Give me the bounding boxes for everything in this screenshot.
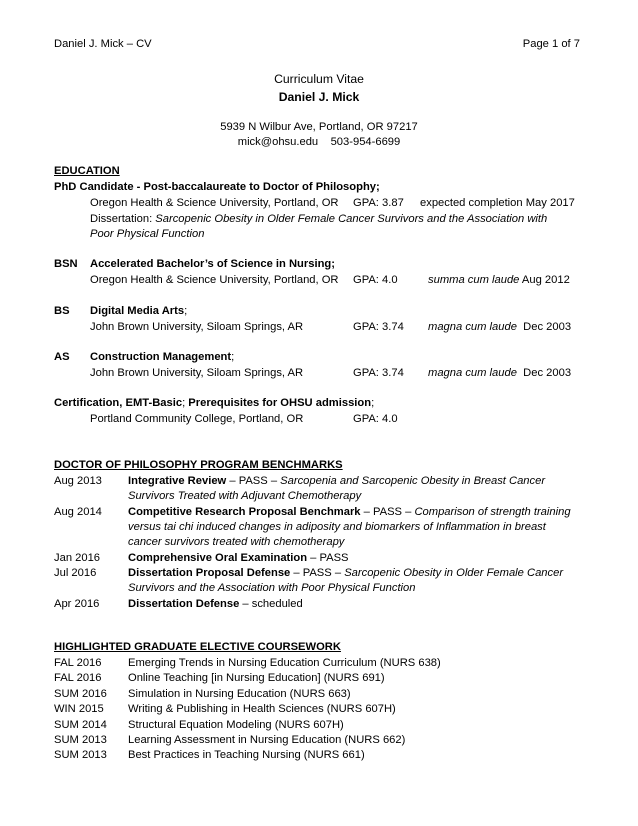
- benchmark-title: Dissertation Proposal Defense: [128, 567, 291, 579]
- education-heading: EDUCATION: [54, 165, 120, 177]
- phd-gpa: GPA: 3.87: [353, 197, 404, 209]
- benchmark-desc: Sarcopenia and Sarcopenic Obesity in Breast Cancer: [280, 475, 546, 487]
- bsn-gpa: GPA: 4.0: [353, 274, 398, 286]
- cert-title-line: [54, 396, 374, 411]
- benchmark-result: – PASS –: [226, 475, 281, 487]
- benchmark-title: Competitive Research Proposal Benchmark: [128, 506, 361, 518]
- as-abbr: AS: [54, 351, 70, 363]
- benchmark-line: [128, 597, 303, 612]
- cert-end: ;: [371, 397, 375, 409]
- bs-abbr: BS: [54, 305, 70, 317]
- cert-title-a: Certification, EMT-Basic: [54, 397, 183, 409]
- bs-title-line: [90, 304, 187, 319]
- doc-title: Curriculum Vitae: [274, 72, 364, 86]
- benchmark-date: Aug 2014: [54, 506, 102, 518]
- benchmark-line: [128, 505, 571, 520]
- bsn-honor: [428, 273, 570, 288]
- course-term: SUM 2014: [54, 719, 107, 731]
- phd-dissertation: [90, 212, 547, 227]
- phone: 503-954-6699: [330, 136, 401, 148]
- course-name: Emerging Trends in Nursing Education Curriculum (NURS 638): [128, 657, 441, 669]
- dissertation-title: Sarcopenic Obesity in Older Female Cancer Survivors and the Association with: [155, 213, 548, 225]
- benchmark-title: Dissertation Defense: [128, 598, 240, 610]
- benchmark-line: [128, 551, 349, 566]
- phd-note: expected completion May 2017: [420, 197, 575, 209]
- benchmark-result: – PASS –: [360, 506, 415, 518]
- as-title: Construction Management: [90, 351, 232, 363]
- email: mick@ohsu.edu: [237, 136, 319, 148]
- as-sep: ;: [231, 351, 235, 363]
- page-number: Page 1 of 7: [522, 38, 580, 50]
- dissertation-title-cont: Poor Physical Function: [90, 228, 205, 240]
- as-date: Dec 2003: [523, 367, 572, 379]
- course-name: Learning Assessment in Nursing Education (NURS 662): [128, 734, 406, 746]
- benchmark-result: – scheduled: [239, 598, 303, 610]
- benchmark-result: – PASS –: [290, 567, 345, 579]
- cert-school: Portland Community College, Portland, OR: [90, 413, 304, 425]
- benchmark-date: Aug 2013: [54, 475, 102, 487]
- benchmark-desc-cont: versus tai chi induced changes in adiposity and biomarkers of Inflammation in breast: [128, 521, 546, 533]
- cert-title-b: Prerequisites for OHSU admission: [188, 397, 372, 409]
- course-name: Structural Equation Modeling (NURS 607H): [128, 719, 344, 731]
- course-name: Writing & Publishing in Health Sciences (NURS 607H): [128, 703, 396, 715]
- cert-sep: ;: [182, 397, 189, 409]
- benchmark-desc-cont: Survivors Treated with Adjuvant Chemotherapy: [128, 490, 362, 502]
- address: 5939 N Wilbur Ave, Portland, OR 97217: [220, 121, 418, 133]
- as-gpa: GPA: 3.74: [353, 367, 404, 379]
- benchmark-title: Comprehensive Oral Examination: [128, 552, 308, 564]
- benchmark-date: Apr 2016: [54, 598, 100, 610]
- course-name: Simulation in Nursing Education (NURS 663): [128, 688, 351, 700]
- bsn-abbr: BSN: [54, 258, 78, 270]
- bs-date: Dec 2003: [523, 321, 572, 333]
- phd-school: Oregon Health & Science University, Portland, OR: [90, 197, 339, 209]
- course-term: FAL 2016: [54, 657, 102, 669]
- benchmark-desc: Sarcopenic Obesity in Older Female Cancer: [344, 567, 564, 579]
- coursework-heading: HIGHLIGHTED GRADUATE ELECTIVE COURSEWORK: [54, 641, 341, 653]
- benchmark-date: Jan 2016: [54, 552, 101, 564]
- course-term: WIN 2015: [54, 703, 104, 715]
- bsn-school: Oregon Health & Science University, Portland, OR: [90, 274, 339, 286]
- as-honor-text: magna cum laude: [428, 367, 517, 379]
- course-term: SUM 2013: [54, 749, 107, 761]
- course-name: Best Practices in Teaching Nursing (NURS 661): [128, 749, 365, 761]
- benchmark-date: Jul 2016: [54, 567, 97, 579]
- as-title-line: [90, 350, 234, 365]
- benchmark-desc-cont: Survivors and the Association with Poor Physical Function: [128, 582, 416, 594]
- bs-school: John Brown University, Siloam Springs, AR: [90, 321, 304, 333]
- course-term: FAL 2016: [54, 672, 102, 684]
- bs-title: Digital Media Arts: [90, 305, 185, 317]
- bs-honor-text: magna cum laude: [428, 321, 517, 333]
- benchmark-desc: Comparison of strength training: [414, 506, 571, 518]
- bsn-honor-text: summa cum laude: [428, 274, 520, 286]
- cert-gpa: GPA: 4.0: [353, 413, 398, 425]
- as-honor: [428, 366, 571, 381]
- header-left: Daniel J. Mick – CV: [54, 38, 152, 50]
- bsn-date: Aug 2012: [521, 274, 570, 286]
- bs-gpa: GPA: 3.74: [353, 321, 404, 333]
- benchmark-line: [128, 566, 563, 581]
- benchmark-title: Integrative Review: [128, 475, 227, 487]
- course-term: SUM 2013: [54, 734, 107, 746]
- benchmark-desc-cont: cancer survivors treated with chemotherapy: [128, 536, 345, 548]
- dissertation-label: Dissertation:: [90, 213, 156, 225]
- benchmarks-heading: DOCTOR OF PHILOSOPHY PROGRAM BENCHMARKS: [54, 459, 343, 471]
- phd-title: PhD Candidate - Post-baccalaureate to Doctor of Philosophy;: [54, 181, 380, 193]
- benchmark-result: – PASS: [307, 552, 349, 564]
- as-school: John Brown University, Siloam Springs, AR: [90, 367, 304, 379]
- benchmark-line: [128, 474, 545, 489]
- bsn-title: Accelerated Bachelor’s of Science in Nursing;: [90, 258, 335, 270]
- author-name: Daniel J. Mick: [278, 90, 360, 104]
- bs-honor: [428, 320, 571, 335]
- bs-sep: ;: [184, 305, 188, 317]
- course-term: SUM 2016: [54, 688, 107, 700]
- course-name: Online Teaching [in Nursing Education] (NURS 691): [128, 672, 385, 684]
- contact-line: [0, 135, 638, 150]
